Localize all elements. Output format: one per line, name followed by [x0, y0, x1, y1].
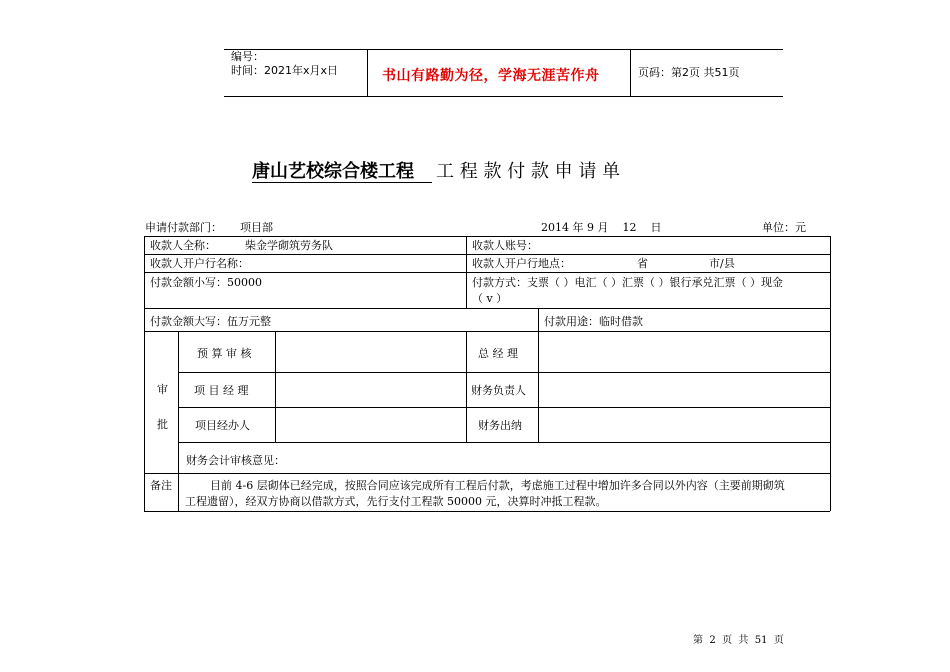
- approval-label-shen: 审: [157, 383, 168, 396]
- table-rule: [144, 511, 830, 512]
- page-indicator: 页码：第2页 共51页: [638, 66, 740, 79]
- table-rule: [830, 236, 831, 511]
- header-top-rule: [224, 49, 783, 50]
- table-rule: [144, 236, 145, 511]
- approval-label-pi: 批: [157, 418, 168, 431]
- table-rule: [144, 473, 830, 474]
- doc-time-label: 时间：2021年x月x日: [231, 64, 339, 77]
- table-rule: [144, 254, 830, 255]
- table-rule: [538, 331, 539, 442]
- payee-bank-label: 收款人开户行名称：: [150, 257, 249, 270]
- table-rule: [144, 272, 830, 273]
- form-title: [252, 157, 620, 183]
- project-handler-label: 项目经办人: [195, 419, 250, 432]
- payee-account-label: 收款人账号：: [472, 239, 538, 252]
- accounting-opinion-label: 财务会计审核意见：: [186, 454, 285, 467]
- dept-value: 项目部: [240, 221, 273, 234]
- project-manager-label: 项 目 经 理: [194, 384, 249, 397]
- table-rule: [538, 308, 539, 331]
- amount-small: 付款金额小写：50000: [150, 276, 262, 289]
- province-label: 省: [637, 257, 648, 270]
- application-date: 2014 年 9 月 12 日: [541, 221, 662, 234]
- table-rule: [144, 308, 830, 309]
- remark-line-1: 目前 4-6 层砌体已经完成，按照合同应该完成所有工程后付款，考虑施工过程中增加许多合同以外内容（主要前期砌筑: [210, 479, 785, 492]
- table-rule: [466, 236, 467, 308]
- remark-line-2: 工程遗留），经双方协商以借款方式，先行支付工程款 50000 元，决算时冲抵工程款。: [185, 495, 607, 508]
- table-rule: [144, 331, 830, 332]
- dept-label: 申请付款部门：: [145, 221, 222, 234]
- table-rule: [178, 331, 179, 511]
- header-divider: [630, 49, 631, 96]
- project-name: 唐山艺校综合楼工程: [252, 161, 432, 183]
- finance-head-label: 财务负责人: [471, 384, 526, 397]
- payment-purpose: 付款用途：临时借款: [544, 315, 643, 328]
- currency-unit: 单位：元: [762, 221, 806, 234]
- doc-number-label: 编号：: [231, 50, 264, 63]
- general-manager-label: 总 经 理: [478, 347, 518, 360]
- city-label: 市/县: [709, 257, 735, 270]
- payee-name-value: 柴金学砌筑劳务队: [245, 239, 333, 252]
- amount-big: 付款金额大写：伍万元整: [150, 315, 271, 328]
- header-motto: 书山有路勤为径，学海无涯苦作舟: [382, 68, 600, 84]
- table-rule: [144, 236, 830, 237]
- remark-label: 备注: [150, 479, 172, 492]
- payee-bank-location-label: 收款人开户行地点：: [472, 257, 571, 270]
- payment-method-cash-mark: （ v ）: [472, 292, 508, 305]
- header-divider: [367, 49, 368, 96]
- cashier-label: 财务出纳: [478, 419, 522, 432]
- header-bottom-rule: [224, 96, 783, 97]
- page-footer: 第 2 页 共 51 页: [693, 635, 784, 646]
- form-name: 工 程 款 付 款 申 请 单: [436, 161, 621, 182]
- payment-method: 付款方式：支票（ ）电汇（ ）汇票（ ）银行承兑汇票（ ）现金: [472, 276, 783, 289]
- table-rule: [178, 442, 830, 443]
- table-rule: [466, 331, 467, 442]
- budget-review-label: 预 算 审 核: [197, 347, 252, 360]
- table-rule: [275, 331, 276, 442]
- payee-name-label: 收款人全称：: [150, 239, 216, 252]
